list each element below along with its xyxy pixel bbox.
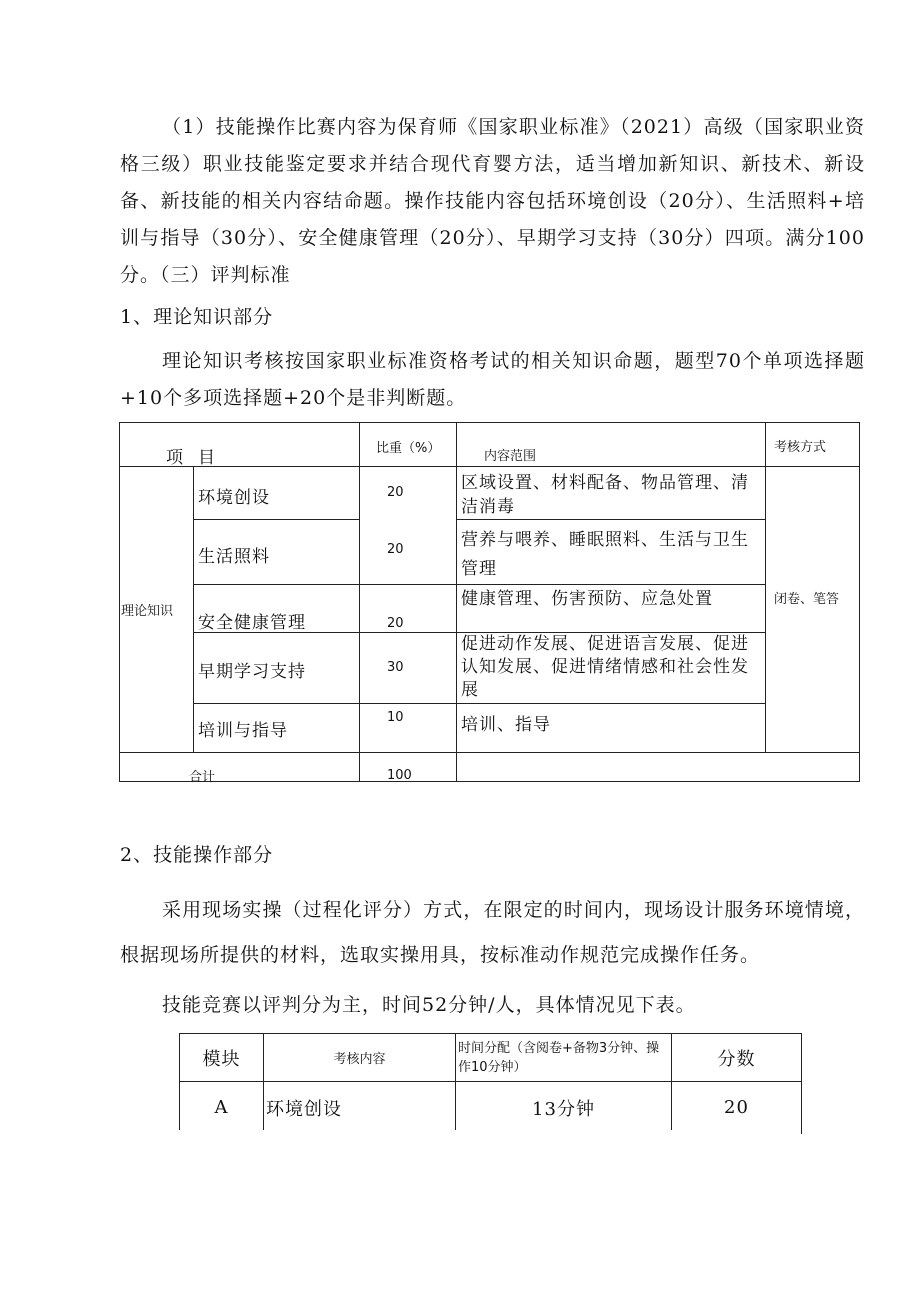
method-cell: 闭卷、笔答: [766, 467, 860, 753]
total-label: 合计: [120, 753, 360, 782]
row-scope: 促进动作发展、促进语言发展、促进认知发展、促进情绪情感和社会性发展: [457, 633, 766, 704]
header-scope: 内容范围: [457, 423, 766, 467]
row-score: 20: [672, 1082, 802, 1134]
row-scope: 营养与喂养、睡眠照料、生活与卫生管理: [457, 520, 766, 585]
row-weight: 20: [360, 585, 457, 633]
section-heading-theory: 1、理论知识部分: [120, 306, 274, 328]
row-module: A: [180, 1082, 264, 1134]
section-heading-skill: 2、技能操作部分: [120, 844, 274, 866]
page-cutoff: [179, 1130, 801, 1142]
row-scope: 区域设置、材料配备、物品管理、清洁消毒: [457, 467, 766, 520]
row-weight: 10: [360, 704, 457, 753]
theory-table: [119, 422, 860, 785]
header-time: 时间分配（含阅卷+备物3分钟、操作10分钟）: [456, 1034, 672, 1082]
row-scope: 培训、指导: [457, 704, 766, 753]
category-cell: 理论知识: [120, 467, 194, 753]
skill-description: 采用现场实操（过程化评分）方式，在限定的时间内，现场设计服务环境情境，根据现场所提供的材料，选取实操用具，按标准动作规范完成操作任务。: [120, 899, 865, 966]
skill-time-note: 技能竞赛以评判分为主，时间52分钟/人，具体情况见下表。: [162, 994, 696, 1016]
row-name: 培训与指导: [194, 704, 360, 753]
total-empty: [457, 753, 860, 782]
intro-paragraph: （1）技能操作比赛内容为保育师《国家职业标准》（2021）高级（国家职业资格三级）职业技能鉴定要求并结合现代育婴方法，适当增加新知识、新技术、新设备、新技能的相关内容结命题。操作技能内容包括环境创设（20分）、生活照料+培训与指导（30分）、安全健康管理（20分）、早期学习支持（30分）四项。满分100分。（三）评判标准: [120, 116, 865, 286]
row-weight: 20 20: [360, 467, 457, 585]
header-item: 项 目: [120, 423, 360, 467]
row-name: 生活照料: [194, 520, 360, 585]
row-scope: 健康管理、伤害预防、应急处置: [457, 585, 766, 633]
header-module: 模块: [180, 1034, 264, 1082]
row-time: 13分钟: [456, 1082, 672, 1134]
row-content: 环境创设: [264, 1082, 456, 1134]
row-name: 环境创设: [194, 467, 360, 520]
header-score: 分数: [672, 1034, 802, 1082]
row-weight: 30: [360, 633, 457, 704]
total-value: 100: [360, 753, 457, 782]
header-method: 考核方式: [766, 423, 860, 467]
header-content: 考核内容: [264, 1034, 456, 1082]
row-name: 安全健康管理: [194, 585, 360, 633]
skill-table: [179, 1033, 802, 1134]
theory-description: 理论知识考核按国家职业标准资格考试的相关知识命题，题型70个单项选择题+10个多项选择题+20个是非判断题。: [120, 350, 865, 409]
row-name: 早期学习支持: [194, 633, 360, 704]
header-weight: 比重（%）: [360, 423, 457, 467]
